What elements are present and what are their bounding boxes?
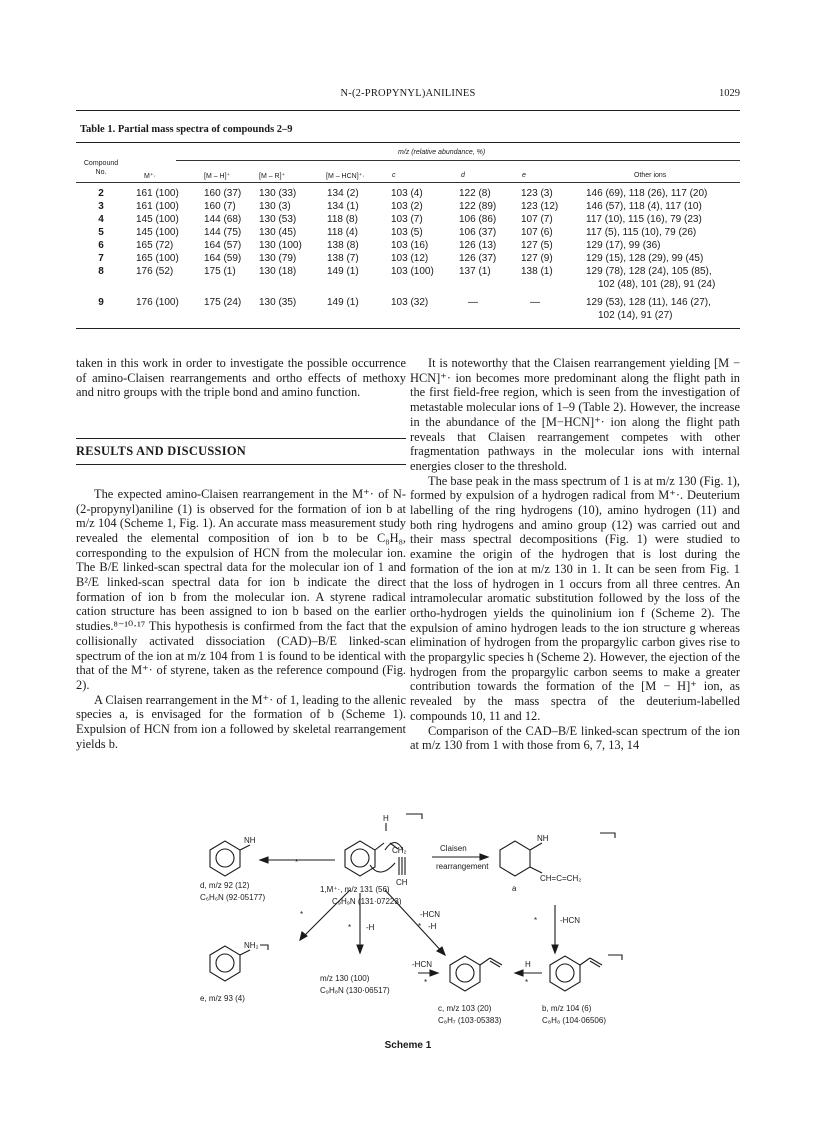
cell-m-hcn: 138 (7)	[327, 253, 359, 264]
cell-d: 122 (89)	[459, 201, 497, 212]
row-compound-no: 9	[98, 297, 104, 308]
right-paragraph-3: Comparison of the CAD–B/E linked-scan spectrum of the ion at m/z 130 from 1 with those from 6, 7, 13, 14	[410, 723, 740, 753]
cell-m-r: 130 (45)	[259, 227, 297, 238]
ring-a	[500, 841, 542, 876]
cell-d: 106 (86)	[459, 214, 497, 225]
cell-d: 137 (1)	[459, 266, 491, 277]
table-caption: Table 1. Partial mass spectra of compounds 2–9	[80, 124, 293, 135]
label-ch2-1: CH₂	[392, 846, 407, 855]
label-nh-d: NH	[244, 836, 256, 845]
cell-m-r: 130 (33)	[259, 188, 297, 199]
label-m1-formula: C₉H₉N (131·07223)	[332, 897, 402, 906]
radical-bracket-b	[608, 955, 622, 960]
label-nh-a: NH	[537, 834, 549, 843]
compound-header-line1: Compound	[83, 160, 119, 167]
cell-c: 103 (2)	[391, 201, 423, 212]
label-rearrangement: rearrangement	[436, 862, 489, 871]
cell-m-r: 130 (35)	[259, 297, 297, 308]
cell-m-hcn: 118 (8)	[327, 214, 358, 225]
row-compound-no: 7	[98, 253, 104, 264]
label-b: b, m/z 104 (6)	[542, 1004, 592, 1013]
table-header-rule	[76, 182, 740, 183]
row-compound-no: 2	[98, 188, 104, 199]
cell-e: —	[530, 297, 540, 308]
cell-m-h: 164 (57)	[204, 240, 242, 251]
cell-c: 103 (100)	[391, 266, 434, 277]
cell-other: 129 (53), 128 (11), 146 (27),	[586, 297, 711, 308]
label-m1: 1,M⁺·, m/z 131 (56)	[320, 885, 390, 894]
compound-header	[76, 159, 126, 177]
star-130-c: *	[424, 978, 428, 987]
cell-m-h: 160 (7)	[204, 201, 236, 212]
results-paragraph-1: The expected amino-Claisen rearrangement in the M⁺· of N-(2-propynyl)aniline (1) is observed for the formation of ion b at m/z 104 (Scheme 1, Fig. 1). An accurate mass measurement study revealed the elemental composition of ion b to be C₈H₈, corresponding to the expulsion of HCN from the molecular ion. The B/E linked-scan spectral data for the molecular ion of 1 and B²/E linked-scan spectral data for ion b indicate the direct formation of ion b from the molecular ion. A styrene radical cation structure has been assigned to ion b based on the earlier studies.⁸⁻¹⁰·¹⁷ This hypothesis is confirmed from the fact that the collisionally activated dissociation (CAD)–B/E linked-scan spectrum of the ion at m/z 104 from 1 is found to be identical with that of the M⁺· of styrene, taken as the reference compound (Fig. 2).	[76, 486, 406, 692]
cell-other: 102 (14), 91 (27)	[598, 310, 673, 321]
benzene-ring-c	[450, 956, 502, 991]
cell-c: 103 (7)	[391, 214, 423, 225]
col-header-m-hcn: [M – HCN]⁺·	[326, 173, 365, 180]
cell-other: 129 (15), 128 (29), 99 (45)	[586, 253, 704, 264]
running-title: N-(2-PROPYNYL)ANILINES	[340, 88, 476, 99]
radical-bracket-e	[260, 945, 268, 950]
col-header-m: M⁺·	[144, 173, 156, 180]
right-text-column	[410, 356, 740, 753]
cell-m-h: 175 (1)	[204, 266, 236, 277]
scheme-1-diagram	[170, 805, 670, 1055]
cell-m: 161 (100)	[136, 188, 179, 199]
cell-c: 103 (4)	[391, 188, 423, 199]
benzene-ring-e	[210, 946, 250, 981]
cell-e: 138 (1)	[521, 266, 553, 277]
scheme-caption: Scheme 1	[384, 1040, 432, 1051]
cell-m-hcn: 149 (1)	[327, 297, 359, 308]
cell-m-r: 130 (3)	[259, 201, 291, 212]
label-minus-hcn-a: -HCN	[560, 916, 580, 925]
cell-other: 117 (5), 115 (10), 79 (26)	[586, 227, 697, 238]
label-minus-h-2: -H	[428, 922, 437, 931]
cell-m-r: 130 (79)	[259, 253, 297, 264]
label-ch-1: CH	[396, 878, 408, 887]
cell-other: 117 (10), 115 (16), 79 (23)	[586, 214, 702, 225]
star-c: *	[418, 922, 422, 931]
row-compound-no: 8	[98, 266, 104, 277]
cell-e: 127 (5)	[521, 240, 553, 251]
table-row	[76, 297, 740, 309]
label-minus-hcn-2: -HCN	[412, 960, 432, 969]
row-compound-no: 4	[98, 214, 104, 225]
col-header-m-h: [M – H]⁺	[204, 173, 231, 180]
table-row-continuation	[76, 310, 740, 322]
cell-m: 145 (100)	[136, 227, 179, 238]
cell-m-hcn: 134 (2)	[327, 188, 359, 199]
cell-m-r: 130 (18)	[259, 266, 297, 277]
label-e: e, m/z 93 (4)	[200, 994, 245, 1003]
page-number: 1029	[719, 88, 740, 99]
table-row	[76, 188, 740, 200]
cell-d: —	[468, 297, 478, 308]
cell-m-hcn: 118 (4)	[327, 227, 358, 238]
cell-m-h: 164 (59)	[204, 253, 242, 264]
cell-other: 146 (57), 118 (4), 117 (10)	[586, 201, 702, 212]
cell-other: 129 (78), 128 (24), 105 (85),	[586, 266, 712, 277]
table-row	[76, 201, 740, 213]
star-a: *	[534, 916, 538, 925]
row-compound-no: 5	[98, 227, 104, 238]
table-bottom-rule	[76, 328, 740, 329]
label-minus-h: -H	[366, 923, 375, 932]
table-row-continuation	[76, 279, 740, 291]
cell-c: 103 (5)	[391, 227, 423, 238]
cell-e: 107 (7)	[521, 214, 553, 225]
cell-c: 103 (16)	[391, 240, 429, 251]
cell-m: 145 (100)	[136, 214, 179, 225]
section-rule-top	[76, 438, 406, 439]
cell-e: 107 (6)	[521, 227, 553, 238]
col-header-other: Other ions	[634, 172, 667, 179]
cell-m-h: 175 (24)	[204, 297, 242, 308]
label-minus-hcn-1: -HCN	[420, 910, 440, 919]
benzene-ring-d	[210, 841, 250, 876]
cell-d: 126 (13)	[459, 240, 497, 251]
cell-m-h: 144 (75)	[204, 227, 242, 238]
section-heading: RESULTS AND DISCUSSION	[76, 444, 247, 459]
cell-d: 106 (37)	[459, 227, 497, 238]
label-nh2-e: NH₂	[244, 941, 259, 950]
table-row	[76, 214, 740, 226]
row-compound-no: 6	[98, 240, 104, 251]
col-header-e: e	[522, 172, 526, 179]
cell-m: 176 (100)	[136, 297, 179, 308]
label-a: a	[512, 884, 517, 893]
cell-m-r: 130 (100)	[259, 240, 302, 251]
header-rule	[76, 110, 740, 111]
cell-m: 176 (52)	[136, 266, 174, 277]
cell-other: 129 (17), 99 (36)	[586, 240, 661, 251]
table-row	[76, 227, 740, 239]
row-compound-no: 3	[98, 201, 104, 212]
right-paragraph-1: It is noteworthy that the Claisen rearrangement yielding [M − HCN]⁺· ion becomes more predominant along the flight path in the first field-free region, which is seen from the investigation of metastable molecular ions of 1–9 (Table 2). However, the increase in the abundance of the [M−HCN]⁺· ion along the flight path reveals that Claisen rearrangement competes with other fragmentation pathways in the molecular ions with internal energies closer to the threshold.	[410, 356, 740, 473]
label-b-formula: C₈H₈ (104·06506)	[542, 1016, 606, 1025]
left-text-column	[76, 356, 406, 751]
results-paragraph-2: A Claisen rearrangement in the M⁺· of 1, leading to the allenic species a, is envisaged for the formation of b (Scheme 1). Expulsion of HCN from ion a followed by skeletal rearrangement yields b.	[76, 692, 406, 751]
mass-spectra-table	[76, 142, 740, 328]
cell-d: 126 (37)	[459, 253, 497, 264]
cell-m-h: 160 (37)	[204, 188, 242, 199]
compound-header-line2: No.	[95, 169, 107, 176]
label-h-1: H	[383, 814, 389, 823]
col-header-d: d	[461, 172, 465, 179]
label-c: c, m/z 103 (20)	[438, 1004, 492, 1013]
label-m130: m/z 130 (100)	[320, 974, 370, 983]
label-h-b: H	[525, 960, 531, 969]
label-allene: CH=C=CH₂	[540, 874, 582, 883]
table-row	[76, 253, 740, 265]
cell-m: 165 (72)	[136, 240, 174, 251]
cell-m-r: 130 (53)	[259, 214, 297, 225]
mz-header-rule	[176, 160, 740, 161]
benzene-ring-b	[550, 956, 602, 991]
cell-e: 127 (9)	[521, 253, 553, 264]
cell-m-h: 144 (68)	[204, 214, 242, 225]
cell-c: 103 (32)	[391, 297, 429, 308]
cell-m-hcn: 149 (1)	[327, 266, 359, 277]
star-e: *	[300, 910, 304, 919]
cell-d: 122 (8)	[459, 188, 491, 199]
col-header-m-r: [M – R]⁺	[259, 173, 286, 180]
mz-header: m/z (relative abundance, %)	[398, 149, 486, 156]
table-row	[76, 266, 740, 278]
label-m130-formula: C₉H₈N (130·06517)	[320, 986, 390, 995]
intro-paragraph: taken in this work in order to investigate the possible occurrence of amino-Claisen rearrangements and ortho effects of methoxy and nitro groups with the triple bond and amino function.	[76, 356, 406, 400]
running-head	[76, 88, 740, 104]
label-d: d, m/z 92 (12)	[200, 881, 250, 890]
table-row	[76, 240, 740, 252]
cell-other: 102 (48), 101 (28), 91 (24)	[598, 279, 716, 290]
star-d: *	[295, 858, 299, 867]
cell-e: 123 (12)	[521, 201, 559, 212]
star-130: *	[348, 923, 352, 932]
cell-m: 165 (100)	[136, 253, 179, 264]
star-b-c: *	[525, 978, 529, 987]
cell-m-hcn: 134 (1)	[327, 201, 359, 212]
cell-other: 146 (69), 118 (26), 117 (20)	[586, 188, 708, 199]
col-header-c: c	[392, 172, 396, 179]
cell-m-hcn: 138 (8)	[327, 240, 359, 251]
cell-e: 123 (3)	[521, 188, 553, 199]
label-d-formula: C₆H₆N (92·05177)	[200, 893, 266, 902]
label-claisen: Claisen	[440, 844, 467, 853]
cell-m: 161 (100)	[136, 201, 179, 212]
right-paragraph-2: The base peak in the mass spectrum of 1 is at m/z 130 (Fig. 1), formed by expulsion of a hydrogen radical from M⁺·. Deuterium labelling of the ring hydrogens (10), amino hydrogen (11) and both ring hydrogens and amino group (12) was carried out and their mass spectral decompositions (Fig. 1) were studied to examine the origin of the hydrogen that is lost during the formation of the ion at m/z 130 in 1. It can be seen from Fig. 1 that the loss of hydrogen in 1 occurs from all three centres. An intramolecular aromatic substitution followed by the loss of the ortho-hydrogen yields the quinolinium ion f (Scheme 2). The expulsion of amino hydrogen leads to the ion structure g whereas elimination of hydrogen from the propargylic carbon gives rise to the propargylic species h (Scheme 2). However, the ejection of the hydrogen from the propargylic carbon seems to make a greater contribution towards the formation of the [M − H]⁺ ion, as revealed by the mass spectra of the deuterium-labelled compounds 10, 11 and 12.	[410, 473, 740, 723]
radical-bracket-a	[600, 833, 615, 838]
radical-bracket	[406, 814, 422, 819]
cell-c: 103 (12)	[391, 253, 429, 264]
label-c-formula: C₈H₇ (103·05383)	[438, 1016, 502, 1025]
